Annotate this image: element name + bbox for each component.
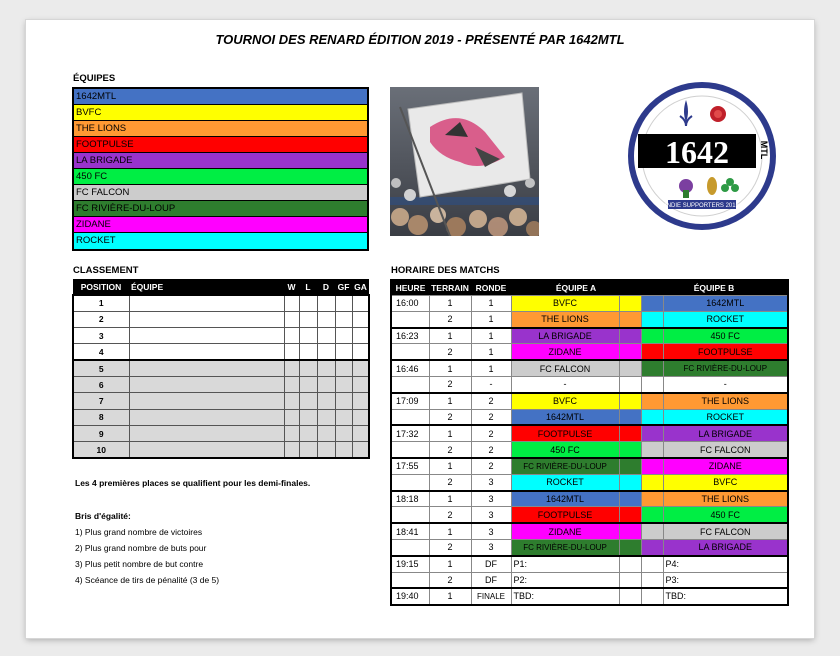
team-a-swatch: [619, 458, 641, 474]
team-a-swatch: [619, 491, 641, 507]
team-row: 450 FC: [74, 169, 367, 185]
standings-cell: [352, 295, 369, 311]
team-a: TBD:: [511, 588, 619, 604]
team-b: -: [663, 376, 788, 392]
team-row: FOOTPULSE: [74, 137, 367, 153]
match-field: 2: [429, 507, 471, 523]
standings-cell: [352, 311, 369, 327]
match-time: 19:15: [391, 556, 429, 572]
standings-cell: [284, 425, 299, 441]
match-field: 1: [429, 360, 471, 376]
club-logo: [628, 82, 776, 230]
schedule-row: [391, 311, 788, 327]
standings-cell: [299, 344, 317, 360]
standings-position: 5: [73, 360, 129, 376]
standings-cell: [284, 376, 299, 392]
match-time: [391, 376, 429, 392]
match-field: 1: [429, 295, 471, 311]
team-a: FC RIVIÈRE-DU-LOUP: [511, 539, 619, 555]
team-a-swatch: [619, 360, 641, 376]
team-b-swatch: [641, 491, 663, 507]
match-round: 1: [471, 328, 511, 344]
schedule-row: [391, 523, 788, 539]
team-a-swatch: [619, 539, 641, 555]
team-b-swatch: [641, 572, 663, 588]
team-b-swatch: [641, 393, 663, 409]
match-round: 2: [471, 425, 511, 441]
standings-row: [73, 409, 369, 425]
team-b: ROCKET: [663, 311, 788, 327]
match-field: 1: [429, 328, 471, 344]
standings-row: [73, 311, 369, 327]
standings-cell: [352, 376, 369, 392]
tiebreak-title: Bris d'égalité:: [75, 511, 131, 521]
standings-cell: [284, 344, 299, 360]
standings-position: 1: [73, 295, 129, 311]
match-field: 1: [429, 458, 471, 474]
standings-cell: [129, 409, 284, 425]
match-time: [391, 572, 429, 588]
team-a-swatch: [619, 572, 641, 588]
match-time: [391, 539, 429, 555]
team-a: THE LIONS: [511, 311, 619, 327]
standings-cell: [299, 311, 317, 327]
standings-cell: [129, 295, 284, 311]
match-field: 1: [429, 588, 471, 604]
schedule-header: RONDE: [471, 280, 511, 295]
team-a-swatch: [619, 328, 641, 344]
match-round: 3: [471, 523, 511, 539]
standings-cell: [299, 425, 317, 441]
match-field: 2: [429, 539, 471, 555]
team-a: ZIDANE: [511, 523, 619, 539]
schedule-row: [391, 360, 788, 376]
team-b-swatch: [641, 474, 663, 490]
standings-row: [73, 425, 369, 441]
schedule-row: [391, 491, 788, 507]
team-b: 450 FC: [663, 507, 788, 523]
standings-cell: [335, 376, 352, 392]
team-a-swatch: [619, 295, 641, 311]
schedule-row: [391, 572, 788, 588]
team-b-swatch: [641, 458, 663, 474]
team-a-swatch: [619, 588, 641, 604]
match-time: 18:41: [391, 523, 429, 539]
team-a-swatch: [619, 474, 641, 490]
standings-cell: [129, 425, 284, 441]
standings-row: [73, 295, 369, 311]
team-a-swatch: [619, 523, 641, 539]
team-a: FC FALCON: [511, 360, 619, 376]
match-round: 2: [471, 458, 511, 474]
match-time: [391, 474, 429, 490]
match-field: 2: [429, 572, 471, 588]
standings-cell: [317, 295, 335, 311]
match-time: [391, 409, 429, 425]
schedule-row: [391, 295, 788, 311]
match-round: 2: [471, 442, 511, 458]
standings-cell: [352, 360, 369, 376]
standings-cell: [335, 295, 352, 311]
team-b-swatch: [641, 425, 663, 441]
match-time: 17:32: [391, 425, 429, 441]
standings-cell: [299, 442, 317, 458]
team-a-swatch: [619, 425, 641, 441]
team-a: -: [511, 376, 619, 392]
standings-cell: [129, 376, 284, 392]
schedule-row: [391, 556, 788, 572]
standings-label: CLASSEMENT: [73, 265, 139, 276]
page-title: TOURNOI DES RENARD ÉDITION 2019 - PRÉSENTÉ PAR 1642MTL: [215, 32, 625, 47]
schedule-row: [391, 474, 788, 490]
match-round: 1: [471, 344, 511, 360]
standings-cell: [335, 344, 352, 360]
match-field: 1: [429, 425, 471, 441]
match-time: 17:09: [391, 393, 429, 409]
logo-side-text: MTL: [759, 140, 769, 160]
team-a: FOOTPULSE: [511, 507, 619, 523]
match-field: 2: [429, 311, 471, 327]
standings-row: [73, 360, 369, 376]
standings-position: 6: [73, 376, 129, 392]
standings-cell: [284, 311, 299, 327]
standings-position: 10: [73, 442, 129, 458]
team-b-swatch: [641, 344, 663, 360]
teams-list: [72, 87, 369, 251]
match-field: 1: [429, 491, 471, 507]
team-b: P3:: [663, 572, 788, 588]
team-a-swatch: [619, 409, 641, 425]
standings-cell: [352, 344, 369, 360]
standings-header: L: [299, 279, 317, 295]
standings-cell: [129, 344, 284, 360]
team-a-swatch: [619, 393, 641, 409]
standings-header: GA: [352, 279, 369, 295]
team-row: FC FALCON: [74, 185, 367, 201]
team-a-swatch: [619, 376, 641, 392]
team-b-swatch: [641, 539, 663, 555]
standings-header: W: [284, 279, 299, 295]
standings-cell: [129, 360, 284, 376]
team-row: 1642MTL: [74, 89, 367, 105]
standings-table: [72, 279, 370, 459]
match-round: 3: [471, 491, 511, 507]
match-time: 18:18: [391, 491, 429, 507]
standings-cell: [299, 409, 317, 425]
standings-cell: [317, 425, 335, 441]
standings-cell: [317, 442, 335, 458]
team-b: 450 FC: [663, 328, 788, 344]
standings-header: ÉQUIPE: [129, 279, 284, 295]
match-round: 1: [471, 311, 511, 327]
match-field: 1: [429, 556, 471, 572]
team-b: THE LIONS: [663, 491, 788, 507]
team-a-swatch: [619, 311, 641, 327]
team-b-swatch: [641, 588, 663, 604]
standings-cell: [129, 442, 284, 458]
standings-row: [73, 376, 369, 392]
standings-cell: [299, 328, 317, 344]
standings-cell: [352, 328, 369, 344]
standings-row: [73, 328, 369, 344]
standings-cell: [352, 409, 369, 425]
standings-cell: [352, 393, 369, 409]
match-round: 2: [471, 409, 511, 425]
standings-header: GF: [335, 279, 352, 295]
standings-position: 4: [73, 344, 129, 360]
standings-cell: [335, 442, 352, 458]
schedule-table: [390, 279, 789, 606]
team-b-swatch: [641, 523, 663, 539]
team-b: ROCKET: [663, 409, 788, 425]
match-time: 16:23: [391, 328, 429, 344]
team-row: FC RIVIÈRE-DU-LOUP: [74, 201, 367, 217]
standings-cell: [284, 442, 299, 458]
schedule-row: [391, 344, 788, 360]
match-round: DF: [471, 572, 511, 588]
schedule-row: [391, 328, 788, 344]
team-b: BVFC: [663, 474, 788, 490]
standings-cell: [284, 409, 299, 425]
team-row: ZIDANE: [74, 217, 367, 233]
match-round: 1: [471, 360, 511, 376]
team-b: THE LIONS: [663, 393, 788, 409]
standings-row: [73, 442, 369, 458]
standings-cell: [352, 425, 369, 441]
standings-position: 2: [73, 311, 129, 327]
match-field: 2: [429, 442, 471, 458]
standings-cell: [335, 393, 352, 409]
standings-cell: [317, 376, 335, 392]
match-time: [391, 442, 429, 458]
team-b: FC FALCON: [663, 442, 788, 458]
match-time: 16:00: [391, 295, 429, 311]
standings-cell: [317, 393, 335, 409]
match-round: 3: [471, 507, 511, 523]
team-a: LA BRIGADE: [511, 328, 619, 344]
team-b-swatch: [641, 360, 663, 376]
team-b: ZIDANE: [663, 458, 788, 474]
standings-cell: [317, 360, 335, 376]
standings-cell: [284, 360, 299, 376]
team-a: 1642MTL: [511, 491, 619, 507]
standings-header: POSITION: [73, 279, 129, 295]
team-b: FOOTPULSE: [663, 344, 788, 360]
team-b: TBD:: [663, 588, 788, 604]
schedule-header: HEURE: [391, 280, 429, 295]
schedule-header: ÉQUIPE B: [641, 280, 788, 295]
team-a-swatch: [619, 344, 641, 360]
standings-cell: [335, 360, 352, 376]
match-round: DF: [471, 556, 511, 572]
match-round: -: [471, 376, 511, 392]
standings-cell: [129, 328, 284, 344]
match-time: 17:55: [391, 458, 429, 474]
standings-cell: [299, 393, 317, 409]
match-field: 1: [429, 393, 471, 409]
standings-header: D: [317, 279, 335, 295]
tiebreak-rule: 3) Plus petit nombre de but contre: [75, 559, 204, 569]
team-a: ROCKET: [511, 474, 619, 490]
team-b: FC RIVIÈRE-DU-LOUP: [663, 360, 788, 376]
standings-position: 8: [73, 409, 129, 425]
standings-cell: [317, 344, 335, 360]
standings-cell: [317, 311, 335, 327]
match-time: [391, 311, 429, 327]
team-row: ROCKET: [74, 233, 367, 249]
standings-position: 9: [73, 425, 129, 441]
match-round: 3: [471, 539, 511, 555]
match-round: FINALE: [471, 588, 511, 604]
standings-cell: [299, 360, 317, 376]
schedule-row: [391, 425, 788, 441]
match-field: 2: [429, 409, 471, 425]
schedule-row: [391, 458, 788, 474]
team-a-swatch: [619, 507, 641, 523]
team-b: P4:: [663, 556, 788, 572]
team-row: LA BRIGADE: [74, 153, 367, 169]
team-a: BVFC: [511, 295, 619, 311]
team-b: FC FALCON: [663, 523, 788, 539]
match-field: 2: [429, 474, 471, 490]
schedule-row: [391, 376, 788, 392]
standings-position: 3: [73, 328, 129, 344]
team-a: P2:: [511, 572, 619, 588]
standings-cell: [284, 393, 299, 409]
team-b-swatch: [641, 376, 663, 392]
tiebreak-rule: 2) Plus grand nombre de buts pour: [75, 543, 207, 553]
standings-cell: [335, 311, 352, 327]
logo-text: 1642: [665, 134, 729, 170]
match-time: 19:40: [391, 588, 429, 604]
team-row: THE LIONS: [74, 121, 367, 137]
schedule-row: [391, 588, 788, 604]
team-a: BVFC: [511, 393, 619, 409]
team-a: 450 FC: [511, 442, 619, 458]
standings-row: [73, 393, 369, 409]
team-a: FC RIVIÈRE-DU-LOUP: [511, 458, 619, 474]
teams-label: ÉQUIPES: [73, 73, 116, 84]
team-b: LA BRIGADE: [663, 425, 788, 441]
logo-subtext: INDIE SUPPORTERS 2016: [665, 203, 739, 209]
standings-row: [73, 344, 369, 360]
team-b-swatch: [641, 295, 663, 311]
standings-cell: [129, 311, 284, 327]
match-field: 2: [429, 344, 471, 360]
match-time: [391, 507, 429, 523]
team-b-swatch: [641, 311, 663, 327]
standings-cell: [335, 328, 352, 344]
team-a-swatch: [619, 556, 641, 572]
supporters-photo: [390, 87, 539, 236]
team-b-swatch: [641, 556, 663, 572]
match-time: [391, 344, 429, 360]
team-a: FOOTPULSE: [511, 425, 619, 441]
match-round: 3: [471, 474, 511, 490]
match-field: 2: [429, 376, 471, 392]
standings-cell: [317, 409, 335, 425]
team-b-swatch: [641, 409, 663, 425]
tiebreak-rule: 1) Plus grand nombre de victoires: [75, 527, 203, 537]
standings-cell: [284, 328, 299, 344]
tiebreak-rule: 4) Scéance de tirs de pénalité (3 de 5): [75, 575, 220, 585]
standings-cell: [317, 328, 335, 344]
schedule-row: [391, 539, 788, 555]
match-field: 1: [429, 523, 471, 539]
standings-cell: [299, 295, 317, 311]
team-row: BVFC: [74, 105, 367, 121]
match-time: 16:46: [391, 360, 429, 376]
team-b-swatch: [641, 507, 663, 523]
match-round: 1: [471, 295, 511, 311]
standings-cell: [335, 409, 352, 425]
standings-cell: [299, 376, 317, 392]
standings-cell: [352, 442, 369, 458]
standings-cell: [335, 425, 352, 441]
qualify-note: Les 4 premières places se qualifient pour les demi-finales.: [75, 478, 311, 488]
team-a: ZIDANE: [511, 344, 619, 360]
standings-cell: [129, 393, 284, 409]
schedule-header: ÉQUIPE A: [511, 280, 641, 295]
team-b-swatch: [641, 328, 663, 344]
schedule-header: TERRAIN: [429, 280, 471, 295]
standings-cell: [284, 295, 299, 311]
team-a: P1:: [511, 556, 619, 572]
team-a: 1642MTL: [511, 409, 619, 425]
schedule-row: [391, 393, 788, 409]
team-a-swatch: [619, 442, 641, 458]
team-b: LA BRIGADE: [663, 539, 788, 555]
schedule-label: HORAIRE DES MATCHS: [391, 265, 500, 276]
schedule-row: [391, 507, 788, 523]
match-round: 2: [471, 393, 511, 409]
team-b-swatch: [641, 442, 663, 458]
standings-position: 7: [73, 393, 129, 409]
schedule-row: [391, 442, 788, 458]
team-b: 1642MTL: [663, 295, 788, 311]
schedule-row: [391, 409, 788, 425]
